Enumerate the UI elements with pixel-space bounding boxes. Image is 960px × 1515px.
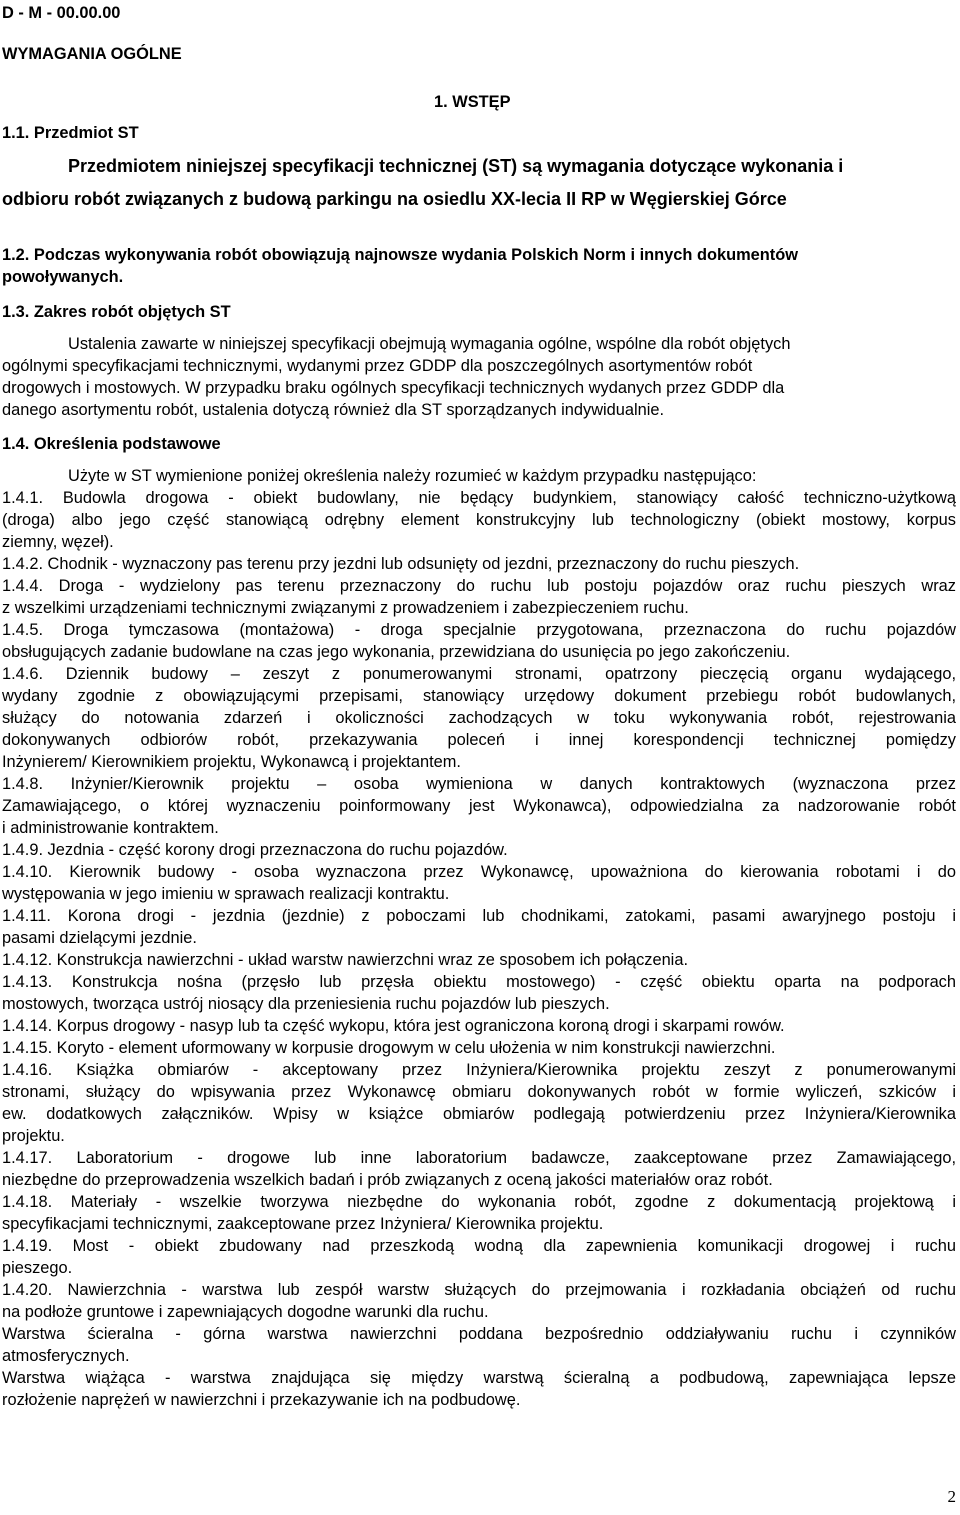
definition-line: ew. dodatkowych załączników. Wpisy w książce obmiarów podlegają potwierdzeniu przez Inżyniera/Kierownika [2,1105,956,1123]
section-1-3-line: Ustalenia zawarte w niniejszej specyfikacji obejmują wymagania ogólne, wspólne dla robót objętych [68,335,791,353]
definition-line: 1.4.12. Konstrukcja nawierzchni - układ warstw nawierzchni wraz ze sposobem ich połączenia. [2,951,688,969]
definition-line: z wszelkimi urządzeniami technicznymi związanymi z prowadzeniem i zabezpieczeniem ruchu. [2,599,689,617]
definition-line: służący do notowania zdarzeń i okoliczności zachodzących w toku wykonywania robót, rejestrowania [2,709,956,727]
definition-line: 1.4.9. Jezdnia - część korony drogi przeznaczona do ruchu pojazdów. [2,841,508,859]
definition-line: 1.4.17. Laboratorium - drogowe lub inne laboratorium badawcze, zaakceptowane przez Zamawiającego, [2,1149,956,1167]
definition-line: 1.4.20. Nawierzchnia - warstwa lub zespół warstw służących do przejmowania i rozkładania obciążeń od ruchu [2,1281,956,1299]
definition-line: (droga) albo jego część stanowiącą odrębny element konstrukcyjny lub technologiczny (obiekt mostowy, korpus [2,511,956,529]
definition-line: specyfikacjami technicznymi, zaakceptowane przez Inżyniera/ Kierownika projektu. [2,1215,604,1233]
section-1-3-line: danego asortymentu robót, ustalenia dotyczą również dla ST sporządzanych indywidualnie. [2,401,665,419]
definition-line: i administrowanie kontraktem. [2,819,219,837]
definition-line: 1.4.13. Konstrukcja nośna (przęsło lub przęsła obiektu mostowego) - część obiektu oparta na podporach [2,973,956,991]
definition-line: 1.4.5. Droga tymczasowa (montażowa) - droga specjalnie przygotowana, przeznaczona do ruchu pojazdów [2,621,956,639]
section-heading-1-1: 1.1. Przedmiot ST [2,124,139,142]
definition-line: 1.4.11. Korona drogi - jezdnia (jezdnie) z poboczami lub chodnikami, zatokami, pasami awaryjnego postoju i [2,907,956,925]
definition-line: 1.4.15. Koryto - element uformowany w korpusie drogowym w celu ułożenia w nim konstrukcji nawierzchni. [2,1039,776,1057]
document-title: WYMAGANIA OGÓLNE [2,45,182,63]
section-heading-1-4: 1.4. Określenia podstawowe [2,435,221,453]
definition-line: atmosferycznych. [2,1347,130,1365]
definition-line: Warstwa ścieralna - górna warstwa nawierzchni poddana bezpośrednio oddziaływaniu ruchu i czynników [2,1325,956,1343]
section-1-4-intro: Użyte w ST wymienione poniżej określenia należy rozumieć w każdym przypadku następująco: [68,467,757,485]
definition-line: 1.4.14. Korpus drogowy - nasyp lub ta część wykopu, która jest ograniczona koroną drogi i skarpami rowów. [2,1017,785,1035]
document-code: D - M - 00.00.00 [2,4,121,22]
definition-line: 1.4.18. Materiały - wszelkie tworzywa niezbędne do wykonania robót, zgodne z dokumentacją projektową i [2,1193,956,1211]
definition-line: stronami, służący do wpisywania przez Wykonawcę obmiaru dokonywanych robót w formie wyliczeń, szkiców i [2,1083,956,1101]
definition-line: 1.4.16. Książka obmiarów - akceptowany przez Inżyniera/Kierownika projektu zeszyt z ponumerowanymi [2,1061,956,1079]
page-number: 2 [947,1487,956,1506]
section-1-2-line: 1.2. Podczas wykonywania robót obowiązują najnowsze wydania Polskich Norm i innych dokumentów [2,246,799,264]
definition-line: pieszego. [2,1259,73,1277]
definition-line: dokonywanych odbiorów robót, przekazywania poleceń i innej korespondencji technicznej pomiędzy [2,731,956,749]
definition-line: występowania w jego imieniu w sprawach realizacji kontraktu. [2,885,450,903]
section-heading-1-3: 1.3. Zakres robót objętych ST [2,303,231,321]
definition-line: 1.4.6. Dziennik budowy – zeszyt z ponumerowanymi stronami, opatrzony pieczęcią organu wydającego, [2,665,956,683]
definition-line: ziemny, węzeł). [2,533,114,551]
section-1-2-line: powoływanych. [2,268,124,286]
section-1-3-line: ogólnymi specyfikacjami technicznymi, wydanymi przez GDDP dla poszczególnych asortymentów robót [2,357,753,375]
definition-line: obsługujących zadanie budowlane na czas jego wykonania, przewidziana do usunięcia po jego zakończeniu. [2,643,791,661]
definition-line: 1.4.10. Kierownik budowy - osoba wyznaczona przez Wykonawcę, upoważniona do kierowania robotami i do [2,863,956,881]
definition-line: Inżynierem/ Kierownikiem projektu, Wykonawcą i projektantem. [2,753,461,771]
definition-line: Warstwa wiążąca - warstwa znajdująca się między warstwą ścieralną a podbudową, zapewniająca lepsze [2,1369,956,1387]
definition-line: projektu. [2,1127,65,1145]
chapter-heading: 1. WSTĘP [434,93,511,111]
section-1-3-line: drogowych i mostowych. W przypadku braku ogólnych specyfikacji technicznych wydanych przez GDDP dla [2,379,785,397]
definition-line: niezbędne do przeprowadzenia wszelkich badań i prób związanych z oceną jakości materiałów oraz robót. [2,1171,773,1189]
definition-line: wydany zgodnie z obowiązującymi przepisami, stanowiący urzędowy dokument przebiegu robót budowlanych, [2,687,956,705]
definition-line: Zamawiającego, o której wyznaczeniu poinformowany jest Wykonawca), odpowiedzialna za nadzorowanie robót [2,797,956,815]
definition-line: 1.4.2. Chodnik - wyznaczony pas terenu przy jezdni lub odsunięty od jezdni, przeznaczony do ruchu pieszych. [2,555,800,573]
definition-line: rozłożenie naprężeń w nawierzchni i przekazywanie ich na podbudowę. [2,1391,521,1409]
definition-line: 1.4.19. Most - obiekt zbudowany nad przeszkodą wodną dla zapewnienia komunikacji drogowej i ruchu [2,1237,956,1255]
definition-line: 1.4.1. Budowla drogowa - obiekt budowlany, nie będący budynkiem, stanowiący całość techniczno-użytkową [2,489,956,507]
section-1-1-line: Przedmiotem niniejszej specyfikacji technicznej (ST) są wymagania dotyczące wykonania i [68,156,844,176]
section-1-1-line: odbioru robót związanych z budową parkingu na osiedlu XX-lecia II RP w Węgierskiej Górce [2,189,787,209]
definition-line: pasami dzielącymi jezdnie. [2,929,197,947]
definition-line: 1.4.8. Inżynier/Kierownik projektu – osoba wymieniona w danych kontraktowych (wyznaczona przez [2,775,956,793]
definition-line: 1.4.4. Droga - wydzielony pas terenu przeznaczony do ruchu lub postoju pojazdów oraz ruchu pieszych wraz [2,577,956,595]
definition-line: mostowych, tworząca ustrój niosący dla przeniesienia ruchu pojazdów lub pieszych. [2,995,610,1013]
definition-line: na podłoże gruntowe i zapewniających dogodne warunki dla ruchu. [2,1303,489,1321]
